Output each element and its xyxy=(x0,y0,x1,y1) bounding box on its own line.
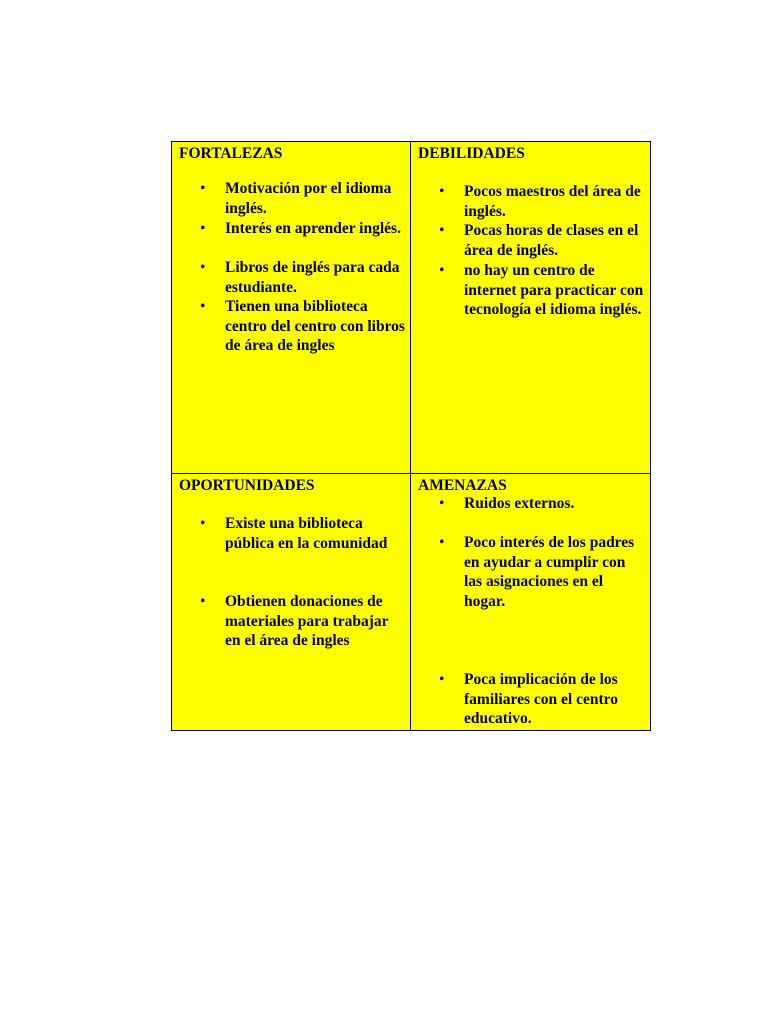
debilidades-item: • no hay un centro de internet para practicar con tecnología el idioma inglés. xyxy=(464,261,646,320)
debilidades-title: DEBILIDADES xyxy=(418,145,525,162)
debilidades-item: • Pocos maestros del área de inglés. xyxy=(464,182,646,221)
amenazas-cell xyxy=(411,474,651,731)
oportunidades-item: • Obtienen donaciones de materiales para trabajar en el área de ingles xyxy=(225,592,406,651)
fortalezas-title: FORTALEZAS xyxy=(179,145,283,162)
amenazas-item: • Poco interés de los padres en ayudar a cumplir con las asignaciones en el hogar. xyxy=(464,533,646,612)
oportunidades-item: • Existe una biblioteca pública en la comunidad xyxy=(225,514,406,553)
fortalezas-item: • Libros de inglés para cada estudiante. xyxy=(225,258,406,297)
fortalezas-item: • Interés en aprender inglés. xyxy=(225,219,406,239)
debilidades-cell xyxy=(411,142,651,474)
amenazas-title: AMENAZAS xyxy=(418,477,507,494)
amenazas-item: • Poca implicación de los familiares con el centro educativo. xyxy=(464,670,646,729)
oportunidades-cell xyxy=(172,474,411,731)
fortalezas-item: • Motivación por el idioma inglés. xyxy=(225,179,406,218)
oportunidades-title: OPORTUNIDADES xyxy=(179,477,315,494)
debilidades-item: • Pocas horas de clases en el área de inglés. xyxy=(464,221,646,260)
swot-table xyxy=(171,141,651,731)
amenazas-item: • Ruidos externos. xyxy=(464,494,646,514)
fortalezas-item: • Tienen una biblioteca centro del centro con libros de área de ingles xyxy=(225,297,406,356)
fortalezas-cell xyxy=(172,142,411,474)
